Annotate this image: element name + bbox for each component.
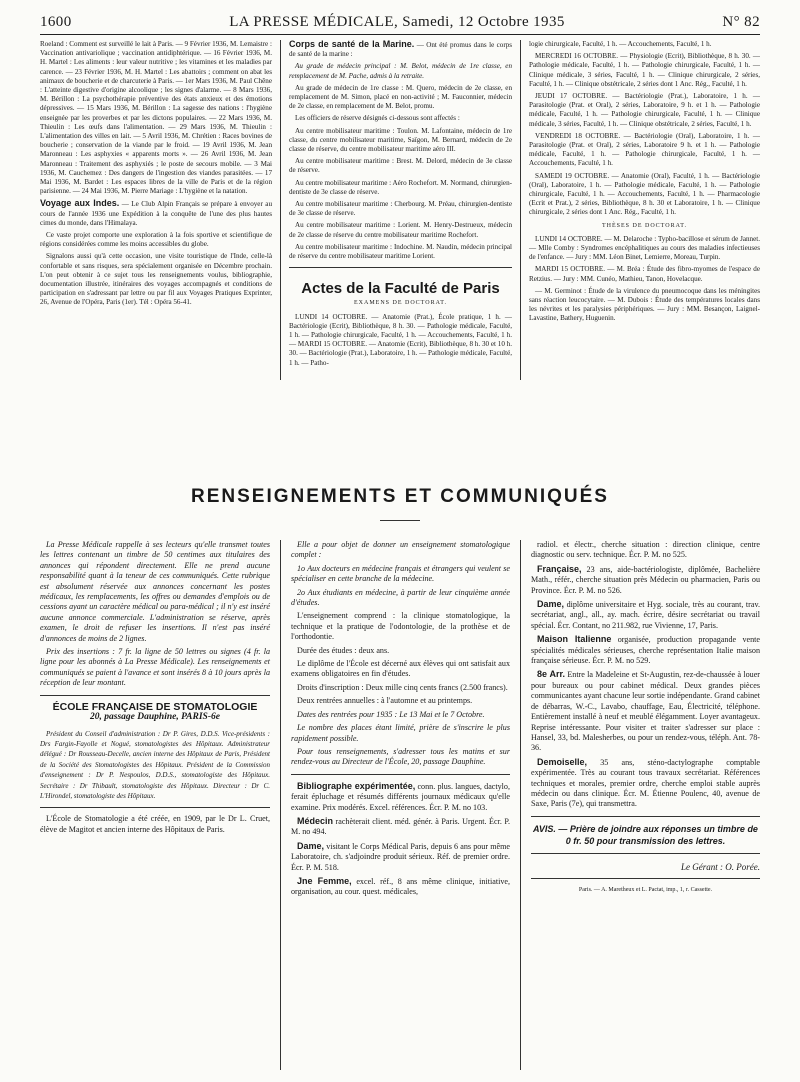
divider: [531, 878, 760, 879]
ad-heading: Dame,: [297, 840, 325, 851]
ad-heading: Jne Femme,: [297, 875, 352, 886]
school-text-1: Elle a pour objet de donner un enseignement stomatologique complet :: [291, 540, 510, 560]
ad-text: Entre la Madeleine et St-Augustin, rez-de-chaussée à louer pour bureaux ou pour cabinet médical. Deux grandes pièces communicantes ayant chacune leur sortie indépendante. Grand cabinet de débarras, W.-C., Lavabo, chauffage, Eau, Électricité, téléphone. Entièrement installé à neuf et meublé élégamment. Loyer avantageux. Reprise intéressante. Pour visiter et traiter s'adresser sur place : Hansel, 33, bd. Malesherbes, ou pour un rendez-vous, téléph. Ant. 78-36.: [531, 670, 760, 753]
classified-ad: [531, 757, 760, 810]
classified-ad: [291, 816, 510, 838]
school-text-5: Durée des études : deux ans.: [297, 645, 390, 655]
school-text-7: Droits d'inscription : Deux mille cinq cents francs (2.500 francs).: [297, 682, 508, 692]
ad-heading: Dame,: [537, 599, 565, 610]
bottom-column-1: [40, 540, 280, 1070]
school-text-11: Pour tous renseignements, s'adresser tous les matins et sur rendez-vous au Directeur de l'École, 20, passage Dauphine.: [291, 746, 510, 767]
bottom-column-2: [280, 540, 520, 1070]
divider: [531, 816, 760, 817]
classified-ad: [291, 781, 510, 813]
classified-ad: [531, 599, 760, 631]
ad-continuation: radiol. et électr., cherche situation : direction clinique, centre diagnostic ou serv. technique. Écr. P. M. no 525.: [531, 540, 760, 560]
prices-text: Prix des insertions : 7 fr. la ligne de 50 lettres ou signes (4 fr. la ligne pour les abonnés à La Presse Médicale). Les renseignements et communiqués se paient à l'avance et sont insérés 8 à 10 jours après la réception de leur montant.: [40, 647, 270, 688]
voyage-title: Voyage aux Indes.: [40, 198, 120, 209]
bottom-columns: [40, 540, 760, 1070]
school-text-8: Deux rentrées annuelles : à l'automne et au printemps.: [297, 696, 473, 706]
marine-text-3: Au grade de médecin de 1re classe : M. Quero, médecin de 2e classe, en remplacement de M. Simon, placé en non-activité ; M. Fauconnier, médecin de 2e classe, en remplacement de M. Belot, promu.: [289, 83, 512, 111]
theses-label: THÈSES DE DOCTORAT.: [602, 222, 687, 229]
exam-text-5: SAMEDI 19 OCTOBRE. — Anatomie (Oral), Faculté, 1 h. — Bactériologie (Oral), Laboratoire, 1 h. — Pathologie médicale, Faculté, 1 h. — Pathologie chirurgicale, Faculté, 1 h. — Accouchements, Faculté, 1 h. — Pharmacologie (Ecrit et Prat.), 2 séries, Bibliothèque, 8 h. 30 et Laboratoire, 1 h. — Clinique chirurgicale, 2 séries dont 1 Anc. Rég., Faculté, 1 h.: [529, 171, 760, 217]
ad-heading: Maison Italienne: [537, 634, 612, 645]
theses-text-2: MARDI 15 OCTOBRE. — M. Bréa : Étude des fibro-myomes de l'espace de Retzius. — Jury : MM. Cunéo, Mathieu, Tanon, Hovelacque.: [529, 265, 760, 283]
column-3: [520, 40, 760, 380]
column-2: [280, 40, 520, 380]
school-founding: L'École de Stomatologie a été créée, en 1909, par le Dr L. Cruet, élève de Magitot et ancien interne des Hôpitaux de Paris.: [40, 814, 270, 834]
marine-text-9: Au centre mobilisateur maritime : Lorient. M. Henry-Destrueux, médecin de 2e classe de réserve du centre mobilisateur maritime Rochefort.: [289, 221, 512, 239]
school-staff: Président du Conseil d'administration : Dr P. Gires, D.D.S. Vice-présidents : Drs Fargin-Fayolle et Nogué, stomatologistes des Hôpitaux. Administrateur délégué : Dr Rousseau-Decelle, ancien interne des Hôpitaux de Paris, Président de la Société des Stomatologistes des Hôpitaux. Président de la Commission d'enseignement : Dr P. Nespoulos, D.D.S., stomatologiste des Hôpitaux. Secrétaire : Dr Thibault, stomatologiste des Hôpitaux. Directeur : Dr C. L'Hirondel, stomatologiste des Hôpitaux.: [40, 729, 270, 800]
exam-text-1: logie chirurgicale, Faculté, 1 h. — Accouchements, Faculté, 1 h.: [529, 40, 712, 48]
voyage-text-3: Signalons aussi qu'à cette occasion, une visite touristique de l'Inde, celle-là confortable et sans risques, sera spécialement organisée en Décembre prochain. L'on peut obtenir à ce sujet tous les renseignements voulus, bibliographie, documentation illustrée, itinéraires des voyages accompagnés et conditions de participation en s'adressant par lettre ou par fil aux Voyages Pratiques Exprinter, 26, Avenue de l'Opéra, Paris (1er). Tél : Opéra 56-41.: [40, 252, 272, 307]
publication-title: LA PRESSE MÉDICALE, Samedi, 12 Octobre 1935: [229, 14, 565, 30]
ad-text: 23 ans, aide-bactériologiste, diplômée, Bachelière Math., référ., cherche situation près Médecin ou pharmacien, Paris ou Province. Écr. P. M. no 526.: [531, 564, 760, 595]
actes-title: Actes de la Faculté de Paris: [301, 280, 500, 298]
notice-text: La Presse Médicale rappelle à ses lecteurs qu'elle transmet toutes les lettres contenant un timbre de 50 centimes aux titulaires des annonces qui répondent directement. Elle ne prend aucune responsabilité quant à la teneur de ces communiqués. Cette rubrique est absolument réservée aux annonces concernant les postes médicaux, les remplacements, les offres ou demandes d'emplois ou de cessions ayant un caractère médical ou para-médical ; il n'y est inséré aucune annonce commerciale. L'administration se réserve, après examen, le droit de refuser les insertions. Il n'est pas inséré d'annonces de moins de 2 lignes.: [40, 540, 270, 643]
marine-intro: Corps de santé de la Marine. — Ont été promus dans le corps de santé de la marine :: [289, 40, 512, 59]
avis-notice: AVIS. — Prière de joindre aux réponses un timbre de 0 fr. 50 pour transmission des lettres.: [533, 823, 758, 846]
section-divider: [380, 520, 420, 521]
divider: [289, 267, 512, 268]
school-text-9: Dates des rentrées pour 1935 : Le 13 Mai et le 7 Octobre.: [297, 709, 485, 719]
school-text-3: 2o Aux étudiants en médecine, à partir de leur cinquième année d'études.: [291, 587, 510, 608]
ad-heading: 8e Arr.: [537, 669, 565, 680]
divider: [531, 853, 760, 854]
voyage-text-2: Ce vaste projet comporte une exploration à la fois sportive et scientifique de régions considérées comme les moins accessibles du globe.: [40, 231, 272, 249]
top-columns: [40, 40, 760, 380]
ad-text: organisée, production propagande vente spécialités médicales sérieuses, cherche représentation Italie maison française sérieuse. Écr. P. M. no 529.: [531, 635, 760, 666]
voyage-paragraph: Voyage aux Indes. — Le Club Alpin Français se prépare à envoyer au cours de l'année 1936 une Expédition à la conquête de l'une des plus hautes cimes du monde, dans l'Himalaya.: [40, 198, 272, 227]
school-text-2: 1o Aux docteurs en médecine français et étrangers qui veulent se spécialiser en cette branche de la médecine.: [291, 563, 510, 584]
classified-ad: [531, 669, 760, 753]
marine-text-6: Au centre mobilisateur maritime : Brest. M. Delord, médecin de 3e classe de réserve.: [289, 157, 512, 175]
school-text-10: Le nombre des places étant limité, prière de s'inscrire le plus rapidement possible.: [291, 723, 510, 743]
school-text-4: L'enseignement comprend : la clinique stomatologique, la technique et la pratique de l'odontologie, de la prothèse et de l'orthodontie.: [291, 611, 510, 642]
classified-ad: [291, 841, 510, 873]
school-text-6: Le diplôme de l'École est décerné aux élèves qui ont satisfait aux examens obligatoires en fin d'études.: [291, 659, 510, 679]
ad-text: conn. plus. langues, dactylo, ferait épluchage et résumés différents journaux médicaux qu'elle examine. Prix modérés. Excel. références. Écr. P. M. no 103.: [291, 781, 510, 812]
lecture-list: Roeland : Comment est surveillé le lait à Paris. — 9 Février 1936, M. Lemaistre : Vaccination antivariolique ; vaccination antidiphtérique. — 16 Février 1936, M. H. Martel : Les aliments : leur valeur nutritive ; les vitamines et les maladies par carence. — 23 Février 1936, M. H. Martel : Les abattoirs ; comment on abat les animaux de boucherie et de charcuterie à Paris. — 1er Mars 1936, M. Paul Chêne : L'atteinte digestive d'origine alcoolique ; les signes d'alarme. — 8 Mars 1936, M. Bérillon : La psychothérapie préventive des états anxieux et des émotions dépressives. — 15 Mars 1936, M. Bérillon : La sagesse des nations : l'hygiène enseignée par les proverbes et par les dictons populaires. — 22 Mars 1936, M. Thieulin : Les œufs dans l'alimentation. — 29 Mars 1936, M. Thieulin : L'alimentation des villes en lait. — 5 Avril 1936, M. Chrétien : Races bovines de boucherie ; conservation de la viande par le froid. — 19 Avril 1936, M. Jean Maronneau : Les asphyxies « apparents morts ». — 26 Avril 1936, M. Jean Maronneau : Traitement des asphyxiés ; le poste de secours mobile. — 3 Mai 1936, M. Cauchemez : Des dangers de l'ingestion des viandes parasitées. — 17 Mai 1936, M. Bardet : Les espaces libres de la ville de Paris et de la région parisienne. — 24 Mai 1936, M. Pierre Mariage : L'hygiène et la natation.: [40, 40, 272, 196]
marine-text-2: Au grade de médecin principal : M. Belot, médecin de 1re classe, en remplacement de M. Pache, admis à la retraite.: [289, 62, 512, 80]
marine-text-1: Ont été promus dans le corps de santé de la marine :: [289, 41, 512, 59]
divider: [40, 695, 270, 696]
exam-text-4: VENDREDI 18 OCTOBRE. — Bactériologie (Oral), Laboratoire, 1 h. — Parasitologie (Prat. et Oral), 2 séries, Laboratoire 9 h. et 1 h. — Pathologie médicale, Faculté, 1 h. — Pathologie chirurgicale, Faculté, 1 h. — Accouchements, Faculté, 1 h.: [529, 131, 760, 168]
marine-text-7: Au centre mobilisateur maritime : Aéro Rochefort. M. Normand, chirurgien-dentiste de 3e classe de réserve.: [289, 178, 512, 196]
ad-heading: Française,: [537, 563, 582, 574]
exam-text-3: JEUDI 17 OCTOBRE. — Bactériologie (Prat.), Laboratoire, 1 h. — Parasitologie (Prat. et Oral), 2 séries, Laboratoire, 9 h. et 1 h. — Pathologie médicale, Faculté, 1 h. — Pathologie chirurgicale, Faculté, 1 h. — Clinique médicale, 3 séries, Faculté, 1 h. — Clinique obstétricale, 2 séries, Faculté, 1 h.: [529, 92, 760, 128]
page-number: 1600: [40, 14, 72, 30]
divider: [40, 807, 270, 808]
bottom-column-3: [520, 540, 760, 1070]
marine-text-8: Au centre mobilisateur maritime : Cherbourg. M. Préau, chirurgien-dentiste de 3e classe de réserve.: [289, 200, 512, 218]
column-1: [40, 40, 280, 380]
voyage-text-1: Le Club Alpin Français se prépare à envoyer au cours de l'année 1936 une Expédition à la conquête de l'une des plus hautes cimes du monde, dans l'Himalaya.: [40, 200, 272, 227]
marine-text-5: Au centre mobilisateur maritime : Toulon. M. Lafontaine, médecin de 1re classe, du centre mobilisateur maritime, Saïgon, M. Bernard, médecin de 2e classe de réserve, du centre mobilisateur maritime aéro III.: [289, 126, 512, 154]
classified-ad: [291, 876, 510, 898]
classified-ad: [531, 634, 760, 666]
classified-ad: [531, 564, 760, 596]
ad-text: diplôme universitaire et Hyg. sociale, très au courant, trav. secrétariat, angl., all., ay. mach. écrire, désire secrétariat ou travail spécial. Écr. Contant, no 211.982, rue Vivienne, 17, Paris.: [531, 600, 760, 630]
examens-label: EXAMENS DE DOCTORAT.: [354, 300, 447, 307]
ad-text: 35 ans, sténo-dactylographe comptable expérimentée. Très au courant tous travaux secrétariat. Références techniques et morales, premier ordre, cherche emploi stable auprès médecin ou dans clinique. Écr. M. Étienne Poulenc, 40, avenue de Saxe, Paris (7e), qui transmettra.: [531, 757, 760, 809]
marine-title: Corps de santé de la Marine.: [289, 40, 415, 49]
page-header: [40, 14, 760, 35]
ad-heading: Médecin: [297, 815, 334, 826]
divider: [291, 774, 510, 775]
ad-text: visitant le Corps Médical Paris, depuis 6 ans pour même Laboratoire, ch. s'adjoindre produit sérieux. Réf. de premier ordre. Écr. P. M. 518.: [291, 841, 510, 872]
issue-number: N° 82: [722, 14, 760, 30]
exam-schedule: LUNDI 14 OCTOBRE. — Anatomie (Prat.), École pratique, 1 h. — Bactériologie (Ecrit), Bibliothèque, 8 h. 30. — Pathologie médicale, Faculté, 1 h. — Pathologie chirurgicale, Faculté, 1 h. — Accouchements, Faculté, 1 h. — MARDI 15 OCTOBRE. — Anatomie (Ecrit), Bibliothèque, 8 h. 30 et 10 h. 30. — Bactériologie (Prat.), Laboratoire, 1 h. — Pathologie médicale, Faculté, 1 h. — Patho-: [289, 312, 512, 367]
section-title: RENSEIGNEMENTS ET COMMUNIQUÉS: [191, 486, 609, 507]
theses-text-3: — M. Germinot : Étude de la virulence du pneumocoque dans les méningites sans réaction leucocytaire. — M. Dubois : Étude des températures locales dans les névrites et les paralysies périphériques. — Jury : MM. Besançon, Laignel-Lavastine, Bathery, Huguenin.: [529, 286, 760, 323]
theses-text-1: LUNDI 14 OCTOBRE. — M. Delaroche : Typho-bacillose et sérum de Jannet. — Mlle Comby : Syndromes encéphalitiques au cours des maladies infectieuses de l'enfance. — Jury : MM. Léon Binet, Lemierre, Moreau, Turpin.: [529, 234, 760, 262]
ad-heading: Demoiselle,: [537, 756, 588, 767]
ad-text: rachèterait client. méd. génér. à Paris. Urgent. Écr. P. M. no 494.: [291, 816, 510, 837]
school-address: 20, passage Dauphine, PARIS-6e: [90, 712, 220, 723]
gerant-line: Le Gérant : O. Porée.: [681, 861, 760, 872]
ad-heading: Bibliographe expérimentée,: [297, 780, 416, 791]
exam-text-2: MERCREDI 16 OCTOBRE. — Physiologie (Ecrit), Bibliothèque, 8 h. 30. — Pathologie médicale, Faculté, 1 h. — Pathologie chirurgicale, Faculté, 1 h. — Clinique médicale, 3 séries, Faculté, 1 h. — Clinique chirurgicale, 2 séries, Faculté, 1 h. — Clinique obstétricale, 2 séries dont 1 Anc. Rég., Faculté, 1 h.: [529, 52, 760, 88]
marine-text-10: Au centre mobilisateur maritime : Indochine. M. Naudin, médecin principal de réserve du centre mobilisateur maritime Lorient.: [289, 242, 512, 261]
marine-text-4: Les officiers de réserve désignés ci-dessous sont affectés :: [295, 114, 460, 123]
school-name: ÉCOLE FRANÇAISE DE STOMATOLOGIE: [52, 700, 258, 713]
printer-line: Paris. — A. Maretheux et L. Pactat, imp., 1, r. Cassette.: [578, 887, 713, 894]
ad-text: excel. réf., 8 ans même clinique, initiative, organisation, au cour. quest. médicales,: [291, 876, 510, 897]
